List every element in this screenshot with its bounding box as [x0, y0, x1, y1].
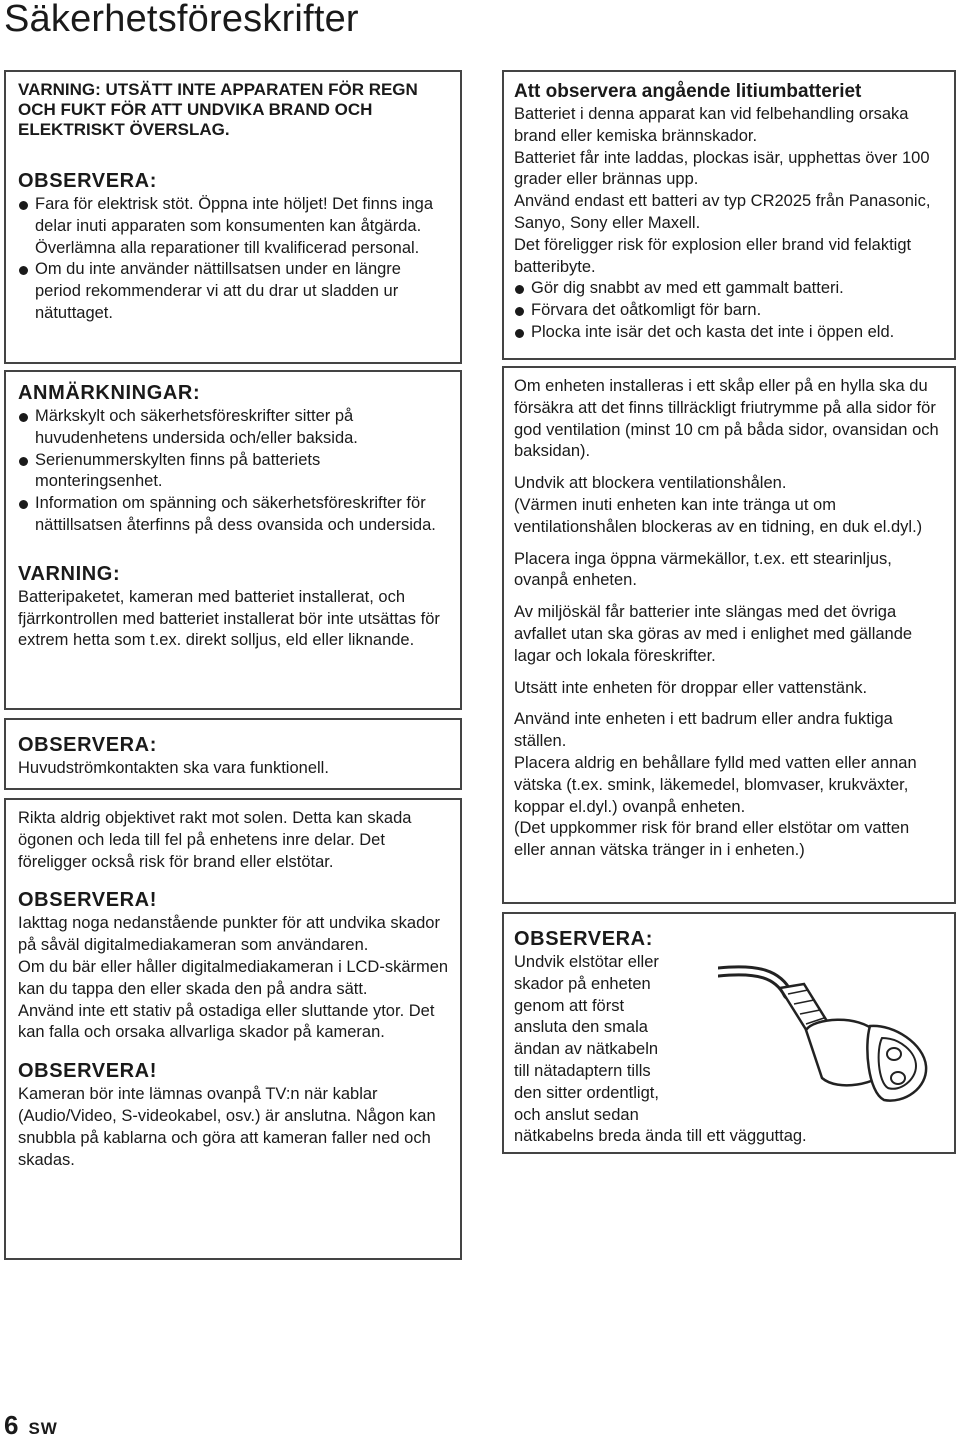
observera-heading: OBSERVERA: — [514, 928, 653, 950]
paragraph: Om enheten installeras i ett skåp eller på en hylla ska du försäkra att det finns tillräckligt friutrymme på alla sidor för god ventilation (minst 10 cm på båda sidor, ovansidan och baksidan). — [514, 377, 939, 461]
observera-heading: OBSERVERA: — [18, 734, 157, 756]
paragraph: (Värmen inuti enheten kan inte tränga ut om ventilationshålen blockeras av en tidning, en duk el.dyl.) — [514, 495, 923, 536]
camera-safety-box — [4, 798, 462, 1260]
bullet-item: Gör dig snabbt av med ett gammalt batteri. — [514, 278, 944, 300]
paragraph: Placera aldrig en behållare fylld med vatten eller annan vätska (t.ex. smink, läkemedel, blomvaser, krukväxter, koppar el.dyl.) ovanpå enheten. — [514, 753, 917, 816]
main-power-text: Huvudströmkontakten ska vara funktionell. — [18, 759, 329, 777]
paragraph: Det föreligger risk för explosion eller brand vid felaktigt batteribyte. — [514, 235, 912, 276]
cable-line: och anslut sedan — [514, 1105, 639, 1124]
paragraph: Iakttag noga nedanstående punkter för att undvika skador på såväl digitalmediakameran som användaren. — [18, 914, 440, 955]
cable-line: ändan av nätkabeln — [514, 1040, 659, 1059]
bullet-item: Fara för elektrisk stöt. Öppna inte höljet! Det finns inga delar inuti apparaten som konsumenten kan åtgärda. Överlämna alla reparationer till kvalificerad personal. — [18, 194, 450, 259]
warning-caps-text: VARNING: UTSÄTT INTE APPARATEN FÖR REGN OCH FUKT FÖR ATT UNDVIKA BRAND OCH ELEKTRISKT ÖVERSLAG. — [18, 80, 418, 139]
notes-box — [4, 370, 462, 710]
paragraph: Undvik att blockera ventilationshålen. — [514, 474, 787, 493]
main-power-box — [4, 718, 462, 790]
paragraph: Placera inga öppna värmekällor, t.ex. ett stearinljus, ovanpå enheten. — [514, 549, 892, 590]
installation-box — [502, 366, 956, 904]
paragraph: Av miljöskäl får batterier inte slängas med det övriga avfallet utan ska göras av med i enlighet med gällande lagar och lokala föreskrifter. — [514, 603, 913, 665]
cable-line: till nätadaptern tills — [514, 1061, 651, 1080]
cable-line: skador på enheten — [514, 974, 651, 993]
language-code: SW — [28, 1419, 58, 1438]
paragraph: (Det uppkommer risk för brand eller elstötar om vatten eller annan vätska tränger in i enheten.) — [514, 819, 910, 860]
paragraph: Batteriet i denna apparat kan vid felbehandling orsaka brand eller kemiska brännskador. — [514, 105, 909, 145]
cable-line: ansluta den smala — [514, 1018, 648, 1037]
bullet-item: Märkskylt och säkerhetsföreskrifter sitter på huvudenhetens undersida och/eller baksida. — [18, 406, 450, 450]
lithium-heading: Att observera angående litiumbatteriet — [514, 81, 862, 102]
paragraph: Använd endast ett batteri av typ CR2025 från Panasonic, Sanyo, Sony eller Maxell. — [514, 192, 931, 232]
varning-text: Batteripaketet, kameran med batteriet installerat, och fjärrkontrollen med batteriet installerat bör inte utsättas för extrem hetta som t.ex. direkt solljus, eld eller liknande. — [18, 587, 440, 650]
cable-line: den sitter ordentligt, — [514, 1083, 659, 1102]
paragraph: Kameran bör inte lämnas ovanpå TV:n när kablar (Audio/Video, S-videokabel, osv.) är anslutna. Någon kan snubbla på kablarna och göra att kameran faller ned och skadas. — [18, 1085, 436, 1169]
power-cable-box — [502, 912, 956, 1154]
paragraph: Om du bär eller håller digitalmediakameran i LCD-skärmen kan du tappa den eller skada den på andra sätt. — [18, 957, 449, 998]
cable-line: Undvik elstötar eller — [514, 953, 659, 971]
paragraph: Använd inte ett stativ på ostadiga eller sluttande ytor. Det kan falla och orsaka allvarliga skador på kameran. — [18, 1001, 435, 1042]
cable-line: genom att först — [514, 996, 625, 1015]
varning-heading: VARNING: — [18, 562, 121, 585]
bullet-item: Information om spänning och säkerhetsföreskrifter för nättillsatsen återfinns på dess ovansida och undersida. — [18, 493, 450, 537]
cable-line: nätkabelns breda ända till ett vägguttag. — [514, 1127, 807, 1146]
page-title: Säkerhetsföreskrifter — [4, 0, 359, 40]
page-number: 6 — [4, 1410, 19, 1440]
anmarkningar-heading: ANMÄRKNINGAR: — [18, 382, 201, 404]
paragraph: Använd inte enheten i ett badrum eller andra fuktiga ställen. — [514, 710, 893, 751]
bullet-item: Plocka inte isär det och kasta det inte i öppen eld. — [514, 322, 944, 344]
paragraph: Utsätt inte enheten för droppar eller vattenstänk. — [514, 678, 868, 697]
observera-heading: OBSERVERA: — [18, 170, 157, 192]
bullet-item: Serienummerskylten finns på batteriets monteringsenhet. — [18, 450, 450, 494]
lithium-battery-box — [502, 70, 956, 360]
observera-heading: OBSERVERA! — [18, 1060, 157, 1083]
bullet-item: Om du inte använder nättillsatsen under en längre period rekommenderar vi att du drar ut sladden ur nätuttaget. — [18, 259, 450, 324]
sun-warning-text: Rikta aldrig objektivet rakt mot solen. Detta kan skada ögonen och leda till fel på enhetens inre delar. Det föreligger också risk för brand eller elstötar. — [18, 809, 412, 871]
page-footer — [4, 1410, 58, 1441]
observera-heading: OBSERVERA! — [18, 889, 157, 912]
paragraph: Batteriet får inte laddas, plockas isär, upphettas över 100 grader eller brännas upp. — [514, 148, 930, 189]
warning-box — [4, 70, 462, 364]
bullet-item: Förvara det oåtkomligt för barn. — [514, 300, 944, 322]
power-plug-icon — [718, 954, 948, 1104]
